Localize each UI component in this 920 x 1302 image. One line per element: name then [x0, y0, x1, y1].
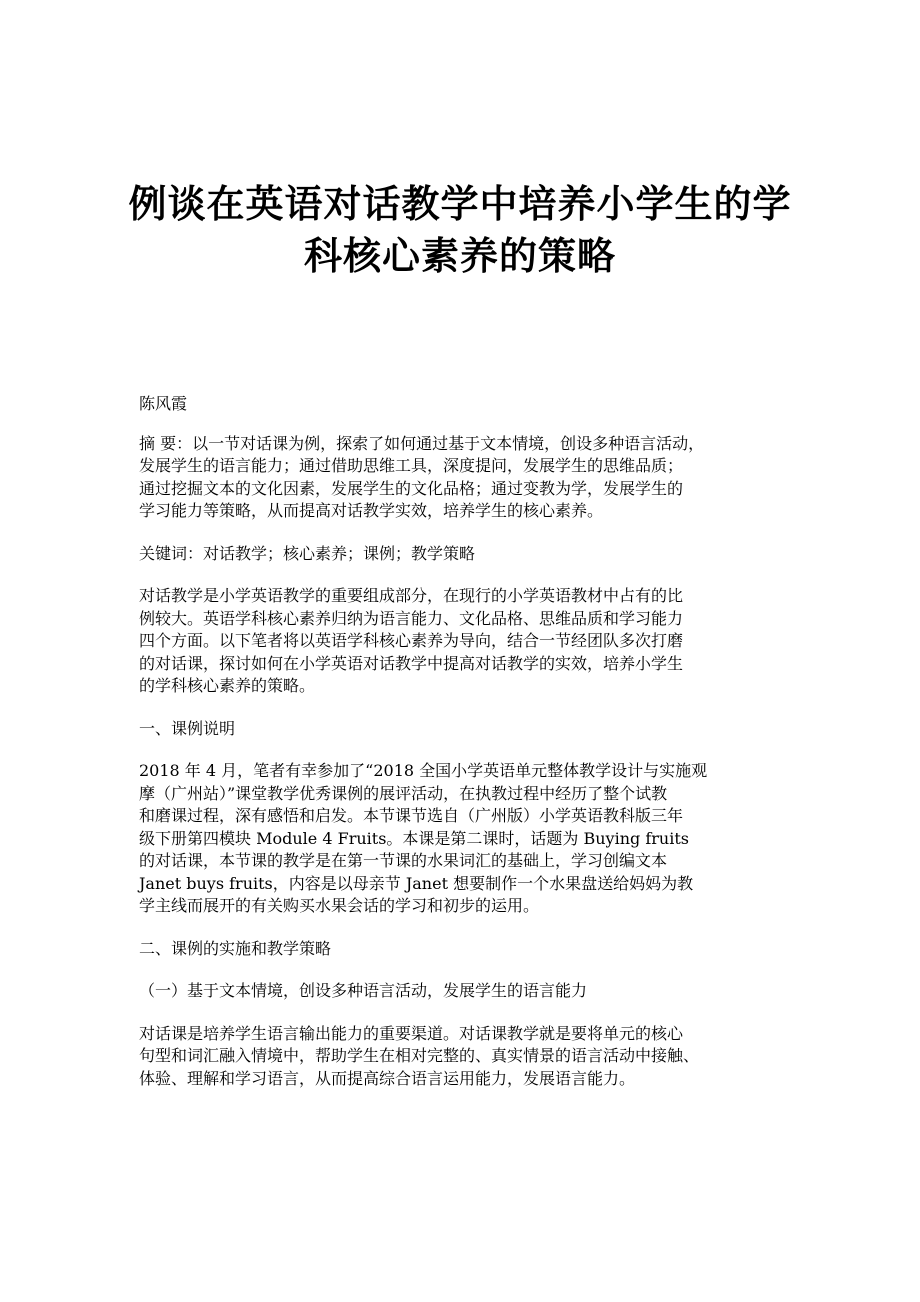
text-line: 对话教学是小学英语教学的重要组成部分，在现行的小学英语教材中占有的比: [139, 586, 684, 605]
text-line: 2018 年 4 月，笔者有幸参加了“2018 全国小学英语单元整体教学设计与实施观: [139, 761, 708, 780]
text-line: 和磨课过程，深有感悟和启发。本节课节选自（广州版）小学英语教科版三年: [139, 806, 684, 825]
subsection-heading: （一）基于文本情境，创设多种语言活动，发展学生的语言能力: [139, 981, 588, 1000]
subsection1-paragraph: [139, 1023, 789, 1091]
text-line: 通过挖掘文本的文化因素，发展学生的文化品格；通过变教为学，发展学生的: [139, 478, 684, 498]
text-line: 的对话课，本节课的教学是在第一节课的水果词汇的基础上，学习创编文本: [139, 851, 668, 870]
document-title: [110, 178, 810, 282]
abstract-paragraph: [139, 433, 789, 523]
text-line: 例较大。英语学科核心素养归纳为语言能力、文化品格、思维品质和学习能力: [139, 608, 684, 628]
text-line: 的对话课，探讨如何在小学英语对话教学中提高对话教学的实效，培养小学生: [139, 653, 684, 673]
section-heading: 一、课例说明: [139, 718, 236, 738]
title-line: 科核心素养的策略: [303, 233, 616, 278]
text-line: 发展学生的语言能力；通过借助思维工具，深度提问，发展学生的思维品质；: [139, 456, 684, 475]
text-line: 摘 要：以一节对话课为例，探索了如何通过基于文本情境，创设多种语言活动，: [139, 433, 705, 453]
author-name: 陈风霞: [139, 394, 188, 413]
text-line: 体验、理解和学习语言，从而提高综合语言运用能力，发展语言能力。: [139, 1068, 636, 1088]
keywords-line: 关键词：对话教学；核心素养；课例；教学策略: [139, 543, 476, 563]
document-body: [139, 393, 789, 1110]
section-heading: 二、课例的实施和教学策略: [139, 938, 332, 958]
intro-paragraph: [139, 585, 789, 698]
text-line: 的学科核心素养的策略。: [139, 676, 316, 695]
text-line: 学习能力等策略，从而提高对话教学实效，培养学生的核心素养。: [139, 501, 604, 520]
text-line: 对话课是培养学生语言输出能力的重要渠道。对话课教学就是要将单元的核心: [139, 1023, 684, 1043]
section1-paragraph: [139, 760, 789, 918]
text-line: 四个方面。以下笔者将以英语学科核心素养为导向，结合一节经团队多次打磨: [139, 631, 684, 650]
title-line: 例谈在英语对话教学中培养小学生的学: [128, 181, 792, 226]
text-line: 摩（广州站）”课堂教学优秀课例的展评活动，在执教过程中经历了整个试教: [139, 783, 668, 803]
text-line: 学主线而展开的有关购买水果会话的学习和初步的运用。: [139, 896, 540, 915]
text-line: 级下册第四模块 Module 4 Fruits。本课是第二课时，话题为 Buying fruits: [139, 828, 689, 848]
text-line: 句型和词汇融入情境中，帮助学生在相对完整的、真实情景的语言活动中接触、: [139, 1046, 700, 1065]
text-line: Janet buys fruits，内容是以母亲节 Janet 想要制作一个水果盘送给妈妈为教: [139, 873, 694, 893]
